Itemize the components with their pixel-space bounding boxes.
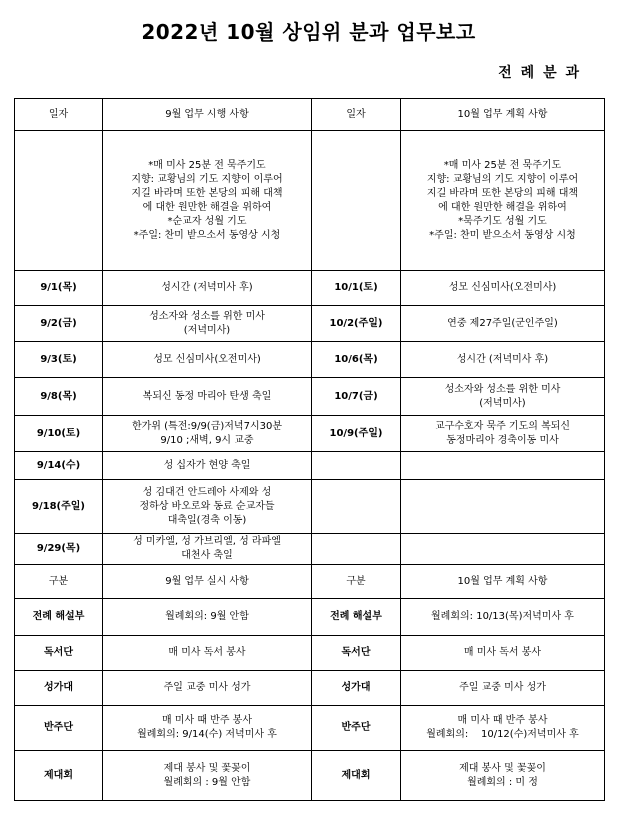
sep-notes [103, 131, 312, 271]
note-line: *순교자 성월 기도 [167, 215, 247, 227]
group-line: 월례회의: 9월 안함 [165, 611, 249, 622]
group-column-header-2: 구분 [312, 565, 401, 599]
event-line: 9/10 ;새벽, 9시 교중 [160, 434, 254, 446]
schedule-header-row [15, 99, 605, 131]
sep-date: 9/29(목) [15, 534, 103, 565]
group-line: 주일 교중 미사 성가 [163, 682, 251, 693]
oct-event [401, 342, 605, 378]
oct-event [401, 534, 605, 565]
group-name: 반주단 [15, 706, 103, 751]
oct-date: 10/6(목) [312, 342, 401, 378]
group-name: 제대회 [15, 751, 103, 801]
note-line: *주일: 찬미 받으소서 동영상 시청 [133, 229, 281, 241]
group-row [15, 706, 605, 751]
sep-event [103, 378, 312, 416]
note-line: 지향: 교황님의 기도 지향이 이루어 [426, 173, 579, 185]
group-column-header: 구분 [15, 565, 103, 599]
oct-date: 10/2(주일) [312, 306, 401, 342]
group-line: 매 미사 독서 봉사 [463, 647, 542, 658]
event-line: 정하상 바오로와 동료 순교자들 [139, 500, 275, 512]
event-line: 성시간 (저녁미사 후) [161, 282, 253, 293]
group-row [15, 751, 605, 801]
event-line: 성 십자가 현양 축일 [163, 459, 251, 471]
note-line: *매 미사 25분 전 묵주기도 [443, 159, 562, 171]
oct-date: 10/9(주일) [312, 416, 401, 452]
oct-date [312, 480, 401, 534]
group-line: 월례회의 : 9월 안함 [163, 776, 251, 788]
event-line: 성 김대건 안드레아 사제와 성 [142, 486, 272, 498]
group-oct [401, 706, 605, 751]
oct-date: 10/1(토) [312, 271, 401, 306]
oct-date [312, 452, 401, 480]
note-line: *주일: 찬미 받으소서 동영상 시청 [429, 229, 576, 241]
note-line: 지길 바라며 또한 본당의 피해 대책 [426, 187, 579, 199]
group-line: 제대 봉사 및 꽃꽂이 [459, 762, 546, 774]
sep-date: 9/1(목) [15, 271, 103, 306]
event-line: 성소자와 성소를 위한 미사 [149, 310, 265, 322]
event-line: (저녁미사) [183, 324, 231, 336]
sep-date: 9/10(토) [15, 416, 103, 452]
sep-date: 9/8(목) [15, 378, 103, 416]
oct-event [401, 416, 605, 452]
note-line: 지향: 교황님의 기도 지향이 이루어 [131, 173, 283, 185]
group-line: 매 미사 때 반주 봉사 [457, 715, 548, 726]
note-line: 에 대한 원만한 해결을 위하여 [142, 201, 272, 213]
event-line: 성소자와 성소를 위한 미사 [444, 383, 561, 395]
department-name: 전 례 분 과 [498, 65, 581, 81]
group-sep [103, 671, 312, 706]
group-name: 제대회 [312, 751, 401, 801]
group-name: 성가대 [15, 671, 103, 706]
schedule-row [15, 534, 605, 565]
sep-event [103, 534, 312, 565]
event-line: 교구수호자 묵주 기도의 복되신 [434, 420, 571, 432]
group-row [15, 599, 605, 636]
sep-event [103, 416, 312, 452]
schedule-row [15, 416, 605, 452]
oct-event [401, 452, 605, 480]
oct-plan-header-2: 10월 업무 계획 사항 [401, 565, 605, 599]
group-name: 전례 해설부 [312, 599, 401, 636]
event-line: 대축일(경축 이동) [167, 514, 247, 526]
note-line: *묵주기도 성월 기도 [458, 215, 547, 227]
group-oct [401, 751, 605, 801]
groups-header-row [15, 565, 605, 599]
oct-event [401, 480, 605, 534]
group-line: 제대 봉사 및 꽃꽂이 [163, 762, 251, 774]
group-line: 매 미사 때 반주 봉사 [162, 715, 252, 726]
notes-empty-cell [15, 131, 103, 271]
group-line: 월례회의 : 미 정 [467, 776, 538, 788]
notes-empty-cell-2 [312, 131, 401, 271]
group-name: 독서단 [15, 636, 103, 671]
event-line: 성 미카엘, 성 가브리엘, 성 라파엘 [133, 536, 281, 547]
oct-date: 10/7(금) [312, 378, 401, 416]
oct-notes [401, 131, 605, 271]
group-name: 전례 해설부 [15, 599, 103, 636]
group-line: 월례회의: 9/14(수) 저녁미사 후 [137, 729, 277, 740]
group-oct [401, 599, 605, 636]
event-line: 한가위 (특전:9/9(금)저녁7시30분 [131, 420, 283, 432]
group-sep [103, 599, 312, 636]
notes-row [15, 131, 605, 271]
sep-event [103, 306, 312, 342]
schedule-row [15, 306, 605, 342]
event-line: 복되신 동정 마리아 탄생 축일 [142, 390, 272, 402]
schedule-row [15, 378, 605, 416]
group-oct [401, 636, 605, 671]
sep-done-header: 9월 업무 시행 사항 [103, 99, 312, 131]
event-line: 성시간 (저녁미사 후) [456, 353, 549, 365]
group-row [15, 671, 605, 706]
schedule-row [15, 342, 605, 378]
group-line: 월례회의: 10/12(수)저녁미사 후 [426, 729, 579, 740]
sep-date: 9/14(수) [15, 452, 103, 480]
sep-event [103, 342, 312, 378]
group-row [15, 636, 605, 671]
oct-event [401, 306, 605, 342]
oct-event [401, 271, 605, 306]
sep-date: 9/3(토) [15, 342, 103, 378]
event-line: 대천사 축일 [181, 550, 233, 561]
note-line: *매 미사 25분 전 묵주기도 [148, 159, 266, 171]
oct-event [401, 378, 605, 416]
group-name: 독서단 [312, 636, 401, 671]
event-line: (저녁미사) [479, 397, 526, 409]
group-sep [103, 706, 312, 751]
event-line: 성모 신심미사(오전미사) [448, 282, 557, 293]
page-title: 2022년 10월 상임위 분과 업무보고 [141, 20, 476, 44]
sep-date: 9/18(주일) [15, 480, 103, 534]
schedule-row [15, 452, 605, 480]
report-table [14, 98, 605, 801]
oct-plan-header: 10월 업무 계획 사항 [401, 99, 605, 131]
group-sep [103, 751, 312, 801]
group-sep [103, 636, 312, 671]
note-line: 지길 바라며 또한 본당의 피해 대책 [131, 187, 283, 199]
group-name: 성가대 [312, 671, 401, 706]
sep-event [103, 452, 312, 480]
note-line: 에 대한 원만한 해결을 위하여 [438, 201, 567, 213]
date-column-header: 일자 [15, 99, 103, 131]
sep-done-header-2: 9월 업무 실시 사항 [103, 565, 312, 599]
group-line: 월례회의: 10/13(목)저녁미사 후 [431, 611, 574, 622]
event-line: 동정마리아 경축이동 미사 [446, 434, 559, 446]
date-column-header-2: 일자 [312, 99, 401, 131]
sep-event [103, 480, 312, 534]
group-line: 매 미사 독서 봉사 [168, 647, 246, 658]
oct-date [312, 534, 401, 565]
event-line: 성모 신심미사(오전미사) [153, 353, 261, 365]
schedule-row [15, 480, 605, 534]
group-name: 반주단 [312, 706, 401, 751]
sep-event [103, 271, 312, 306]
schedule-row [15, 271, 605, 306]
group-line: 주일 교중 미사 성가 [459, 682, 546, 693]
group-oct [401, 671, 605, 706]
event-line: 연중 제27주일(군인주일) [447, 317, 558, 329]
sep-date: 9/2(금) [15, 306, 103, 342]
